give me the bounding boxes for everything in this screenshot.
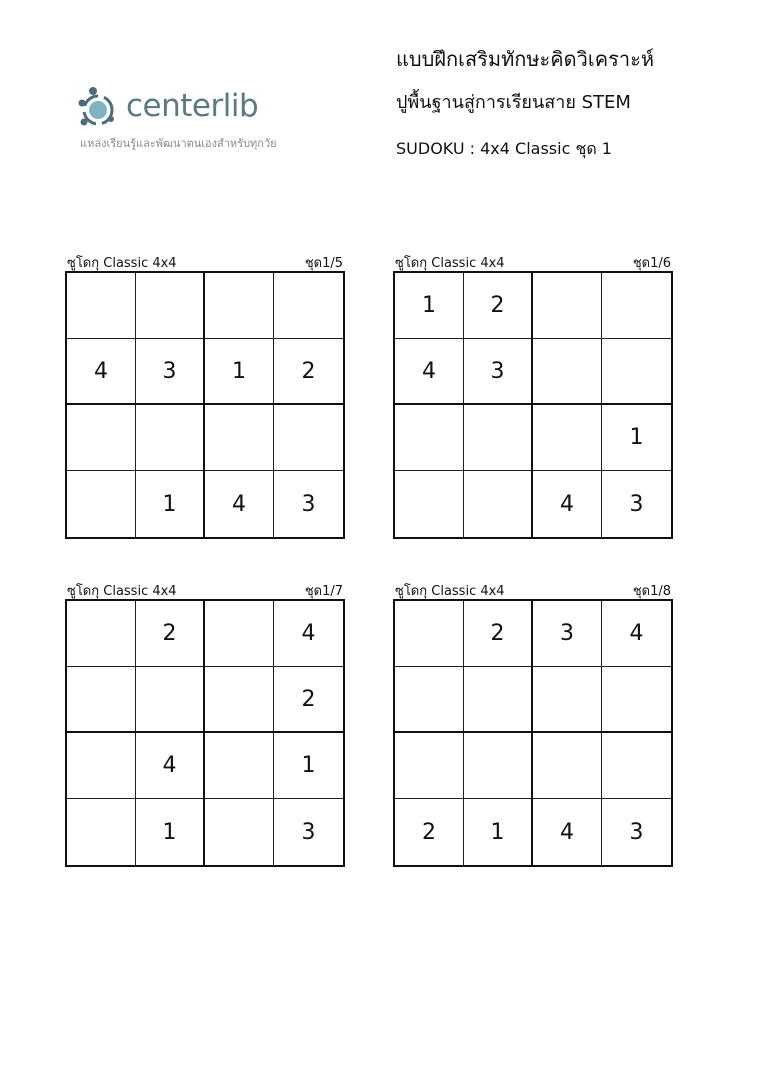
worksheet-series: SUDOKU : 4x4 Classic ชุด 1 [396,139,612,158]
sudoku-cell: 3 [464,339,533,405]
sudoku-cell: 4 [602,601,671,667]
sudoku-cell [395,405,464,471]
sudoku-cell: 2 [274,667,343,733]
sudoku-cell: 1 [205,339,274,405]
sudoku-cell [67,405,136,471]
sudoku-grid [65,271,345,539]
sudoku-cell [395,733,464,799]
brand-name: centerlib [126,88,259,124]
sudoku-cell [533,405,602,471]
brand-logo [78,84,318,154]
sudoku-grid [393,271,673,539]
sudoku-cell [136,273,205,339]
sudoku-cell [205,273,274,339]
sudoku-cell [395,601,464,667]
puzzle-set-number: ชุด1/6 [632,256,671,271]
sudoku-cell [533,339,602,405]
sudoku-cell [67,471,136,537]
puzzle-title: ซูโดกุ Classic 4x4 [395,256,505,271]
sudoku-cell: 4 [533,471,602,537]
sudoku-cell: 2 [464,601,533,667]
sudoku-cell [533,733,602,799]
sudoku-cell: 1 [136,799,205,865]
sudoku-cell: 2 [464,273,533,339]
sudoku-cell: 3 [629,819,644,845]
sudoku-grid [393,599,673,867]
sudoku-cell [464,733,533,799]
brand-tagline: แหล่งเรียนรู้และพัฒนาตนเองสำหรับทุกวัย [80,137,277,150]
sudoku-cell: 3 [301,819,316,845]
sudoku-cell [274,273,343,339]
puzzle-title: ซูโดกุ Classic 4x4 [395,584,505,599]
puzzle-caption [65,252,345,272]
worksheet-title: แบบฝึกเสริมทักษะคิดวิเคราะห์ [396,47,655,71]
puzzle-set-number: ชุด1/8 [632,584,671,599]
sudoku-cell [136,667,205,733]
puzzle-caption [65,580,345,600]
sudoku-cell: 2 [395,799,464,865]
sudoku-cell [395,471,464,537]
sudoku-cell [205,601,274,667]
sudoku-cell [136,405,205,471]
puzzle-caption [393,252,673,272]
puzzle-title: ซูโดกุ Classic 4x4 [67,584,177,599]
sudoku-cell: 2 [274,339,343,405]
sudoku-cell [395,667,464,733]
puzzle-caption [393,580,673,600]
sudoku-cell: 1 [602,405,671,471]
sudoku-cell [464,471,533,537]
worksheet-subtitle: ปูพื้นฐานสู่การเรียนสาย STEM [396,92,631,113]
sudoku-cell: 2 [136,601,205,667]
sudoku-cell [274,405,343,471]
sudoku-cell: 4 [274,601,343,667]
sudoku-cell [205,799,274,865]
puzzle-set-number: ชุด1/7 [304,584,343,599]
sudoku-cell [205,733,274,799]
sudoku-cell [205,667,274,733]
sudoku-cell: 1 [274,733,343,799]
sudoku-cell [602,273,671,339]
sudoku-cell: 3 [629,491,644,517]
sudoku-cell [67,799,136,865]
sudoku-cell: 4 [395,339,464,405]
sudoku-cell: 3 [301,491,316,517]
sudoku-cell: 1 [395,273,464,339]
sudoku-cell [533,667,602,733]
centerlib-logo-icon [78,86,124,132]
sudoku-cell [602,733,671,799]
sudoku-cell [67,273,136,339]
sudoku-cell [533,273,602,339]
sudoku-cell [464,667,533,733]
sudoku-cell: 1 [136,471,205,537]
sudoku-cell [464,405,533,471]
sudoku-cell: 3 [533,601,602,667]
puzzle-title: ซูโดกุ Classic 4x4 [67,256,177,271]
sudoku-cell: 3 [136,339,205,405]
sudoku-cell: 4 [136,733,205,799]
sudoku-cell: 4 [205,471,274,537]
sudoku-cell [602,339,671,405]
sudoku-cell [67,733,136,799]
sudoku-cell: 4 [67,339,136,405]
sudoku-grid [65,599,345,867]
puzzle-set-number: ชุด1/5 [304,256,343,271]
sudoku-cell [205,405,274,471]
sudoku-cell [602,667,671,733]
sudoku-cell [67,601,136,667]
sudoku-cell: 1 [464,799,533,865]
sudoku-cell [67,667,136,733]
sudoku-cell: 4 [533,799,602,865]
